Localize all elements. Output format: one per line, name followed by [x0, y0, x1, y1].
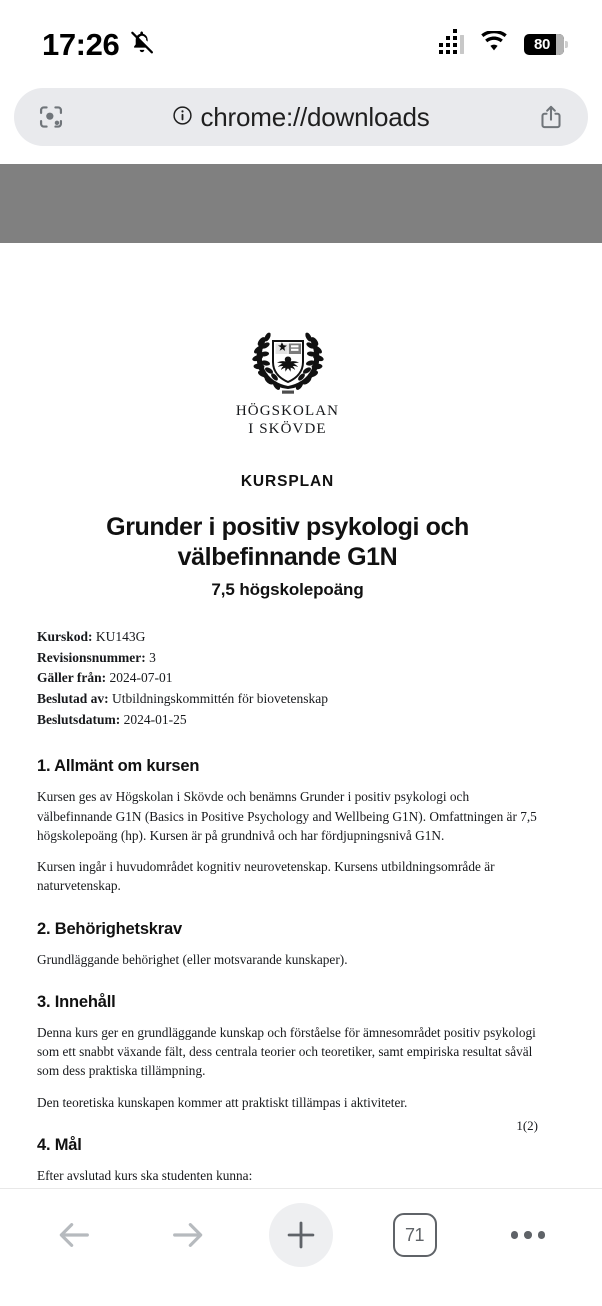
metadata-row [37, 668, 538, 689]
section-paragraph: Denna kurs ger en grundläggande kunskap och förståelse för ämnesområdet positiv psykologi som ett snabbt växande fält, dess centrala teorier och teoretiker, samt empiriska resultat såväl som dess praktiska tillämpning. [37, 1024, 536, 1079]
address-bar[interactable] [14, 88, 588, 146]
status-bar [0, 0, 602, 88]
metadata-value: Utbildningskommittén för biovetenskap [112, 691, 328, 707]
section-paragraph: Den teoretiska kunskapen kommer att praktiskt tillämpas i aktiviteter. [37, 1094, 408, 1110]
course-credits: 7,5 högskolepoäng [211, 580, 364, 600]
page-title: Grunder i positiv psykologi och välbefinnande G1N [106, 512, 469, 571]
section-innehall [37, 993, 538, 1112]
status-bar-right [439, 31, 565, 58]
bell-muted-icon [129, 29, 155, 60]
omnibox-container [0, 88, 602, 146]
more-options-icon[interactable] [496, 1203, 560, 1267]
tab-switcher-button[interactable] [383, 1203, 447, 1267]
section-allmant-om-kursen [37, 757, 538, 895]
more-options-dots [511, 1231, 546, 1239]
metadata-key: Revisionsnummer: [37, 649, 146, 665]
university-name [236, 402, 339, 439]
document-type-label: KURSPLAN [240, 472, 335, 490]
university-name-line1: HÖGSKOLAN [235, 403, 340, 419]
arrow-back-icon[interactable] [42, 1203, 106, 1267]
section-mal [37, 1136, 538, 1188]
metadata-key: Kurskod: [37, 629, 93, 645]
wifi-icon [479, 31, 509, 58]
tab-count: 71 [393, 1213, 437, 1257]
metadata-value: KU143G [95, 629, 146, 645]
metadata-key: Beslutad av: [37, 691, 109, 707]
section-heading: 1. Allmänt om kursen [37, 757, 200, 776]
metadata-row [37, 648, 538, 669]
university-header [37, 329, 538, 439]
metadata-value: 2024-07-01 [109, 670, 173, 686]
course-syllabus-document [0, 243, 602, 1188]
section-behorighetskrav [37, 920, 538, 969]
content-overlay-band [0, 164, 602, 243]
section-paragraph: Grundläggande behörighet (eller motsvarande kunskaper). [37, 951, 348, 967]
browser-toolbar [0, 1188, 602, 1306]
metadata-value: 2024-01-25 [123, 711, 187, 727]
section-paragraph: Kursen ges av Högskolan i Skövde och benämns Grunder i positiv psykologi och välbefinnande G1N (Basics in Positive Psychology and Wellbeing G1N). Omfattningen är 7,5 högskolepoäng (hp). Kursen är på grundnivå och har fördjupningsnivå G1N. [37, 789, 537, 843]
metadata-row [37, 689, 538, 710]
section-heading: 4. Mål [37, 1135, 82, 1154]
section-heading: 3. Innehåll [37, 992, 116, 1011]
course-metadata [37, 627, 538, 730]
metadata-key: Gäller från: [37, 670, 107, 686]
status-bar-left [42, 26, 155, 62]
metadata-key: Beslutsdatum: [37, 711, 121, 727]
url-text: chrome://downloads [200, 101, 430, 132]
battery-level: 80 [533, 35, 551, 53]
section-paragraph: Kursen ingår i huvudområdet kognitiv neurovetenskap. Kursens utbildningsområde är naturvetenskap. [37, 859, 495, 894]
section-heading: 2. Behörighetskrav [37, 919, 182, 938]
metadata-row [37, 710, 538, 731]
document-viewport[interactable] [0, 243, 602, 1188]
university-crest-icon [245, 329, 331, 400]
share-icon[interactable] [530, 96, 572, 138]
page-number: 1(2) [516, 1118, 538, 1133]
new-tab-button[interactable] [269, 1203, 333, 1267]
university-name-line2: I SKÖVDE [248, 421, 327, 438]
page-info-icon[interactable] [172, 102, 193, 133]
battery-icon [524, 34, 564, 55]
google-lens-icon[interactable] [30, 96, 72, 138]
arrow-forward-icon[interactable] [156, 1203, 220, 1267]
section-paragraph: Efter avslutad kurs ska studenten kunna: [37, 1167, 253, 1183]
status-clock: 17:26 [42, 26, 120, 62]
url-display[interactable] [72, 102, 530, 133]
metadata-value: 3 [149, 649, 156, 665]
cellular-signal-icon [439, 34, 465, 54]
metadata-row [37, 627, 538, 648]
